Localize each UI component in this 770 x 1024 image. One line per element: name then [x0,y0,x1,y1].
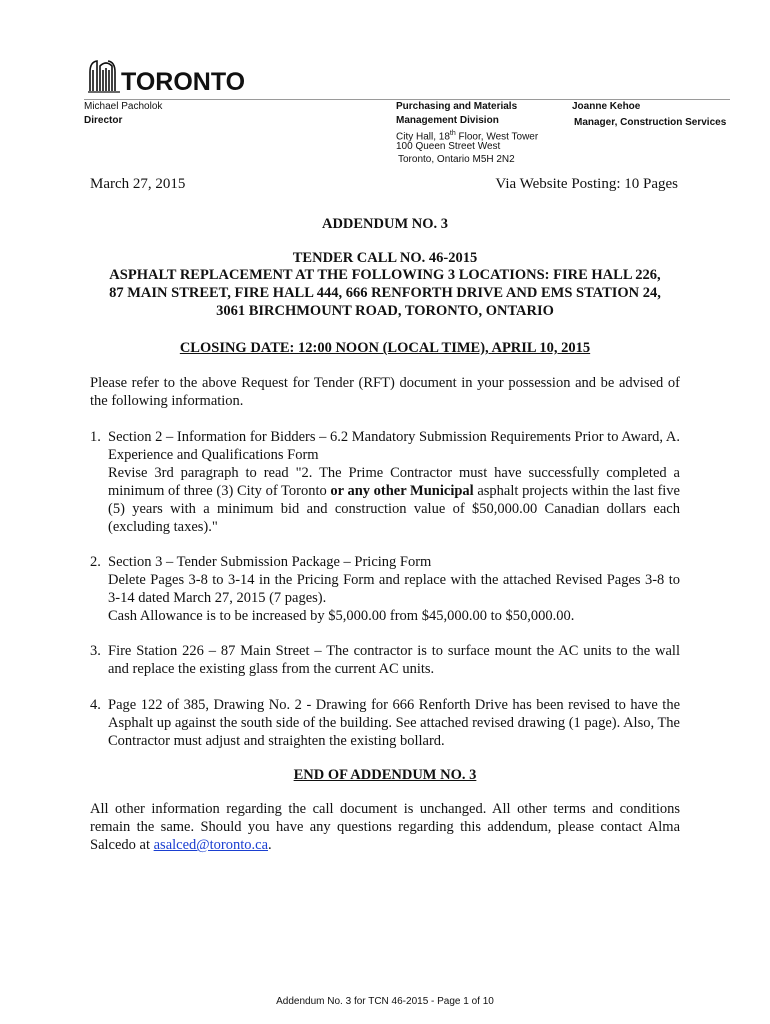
item-4-text: Page 122 of 385, Drawing No. 2 - Drawing for 666 Renforth Drive has been revised to have the Asphalt up against the south side of the building. See attached revised drawing (1 page). Also, The Contractor must adjust and straighten the existing bollard. [108,697,680,749]
city-hall-logo-icon [88,58,246,96]
list-number: 2. [90,554,101,570]
manager-name: Joanne Kehoe [572,101,641,112]
item-3-text: Fire Station 226 – 87 Main Street – The contractor is to surface mount the AC units to the wall and replace the existing glass from the current AC units. [108,643,680,677]
tender-line-2: ASPHALT REPLACEMENT AT THE FOLLOWING 3 LOCATIONS: FIRE HALL 226, [109,267,661,283]
page-footer: Addendum No. 3 for TCN 46-2015 - Page 1 of 10 [276,996,494,1007]
director-name: Michael Pacholok [84,101,163,112]
list-item-1 [90,428,680,536]
item-2-allowance: Cash Allowance is to be increased by $5,000.00 from $45,000.00 to $50,000.00. [108,608,575,624]
closing-date: CLOSING DATE: 12:00 NOON (LOCAL TIME), APRIL 10, 2015 [179,340,591,356]
division-line-1: Purchasing and Materials [396,101,518,112]
addendum-title: ADDENDUM NO. 3 [321,216,449,232]
letter-date: March 27, 2015 [90,176,186,192]
item-1-heading: Section 2 – Information for Bidders – 6.2 Mandatory Submission Requirements Prior to Award, A. Experience and Qualifications Form [108,429,680,463]
item-1-text: Revise 3rd paragraph to read "2. The Prime Contractor must have successfully completed a minimum of three (3) City of Toronto or any other Municipal asphalt projects within the last five (5) years with a minimum bid and construction value of $50,000.00 Canadian dollars each (excluding taxes)." [108,465,680,535]
item-2-text: Delete Pages 3-8 to 3-14 in the Pricing Form and replace with the attached Revised Pages 3-8 to 3-14 dated March 27, 2015 (7 pages). [108,572,680,606]
contact-email-link[interactable]: asalced@toronto.ca [153,837,269,853]
list-number: 1. [90,429,101,445]
item-2-heading: Section 3 – Tender Submission Package – Pricing Form [108,554,432,570]
tender-line-3: 87 MAIN STREET, FIRE HALL 444, 666 RENFORTH DRIVE AND EMS STATION 24, [109,285,661,301]
list-number: 4. [90,697,101,713]
logo-wordmark: TORONTO [121,68,246,96]
address-line-1: City Hall, 18th Floor, West Tower [396,130,539,143]
intro-paragraph: Please refer to the above Request for Tender (RFT) document in your possession and be advised of the following information. [90,375,680,409]
list-item-3 [90,642,680,678]
manager-title: Manager, Construction Services [574,117,727,128]
end-title: END OF ADDENDUM NO. 3 [293,767,477,783]
address-line-2: 100 Queen Street West [396,141,501,152]
tender-line-4: 3061 BIRCHMOUNT ROAD, TORONTO, ONTARIO [216,303,554,319]
posting-info: Via Website Posting: 10 Pages [495,176,678,192]
tender-line-1: TENDER CALL NO. 46-2015 [292,250,478,266]
director-title: Director [84,115,123,126]
emphasis-text: or any other Municipal [330,483,474,499]
list-item-4 [90,696,680,750]
closing-paragraph: All other information regarding the call document is unchanged. All other terms and conditions remain the same. Should you have any questions regarding this addendum, please contact Alma Salcedo at asalced@toronto.ca. [90,801,680,853]
address-line-3: Toronto, Ontario M5H 2N2 [398,154,515,165]
division-line-2: Management Division [396,115,499,126]
list-number: 3. [90,643,101,659]
toronto-logo [88,58,246,96]
list-item-2 [90,553,680,625]
